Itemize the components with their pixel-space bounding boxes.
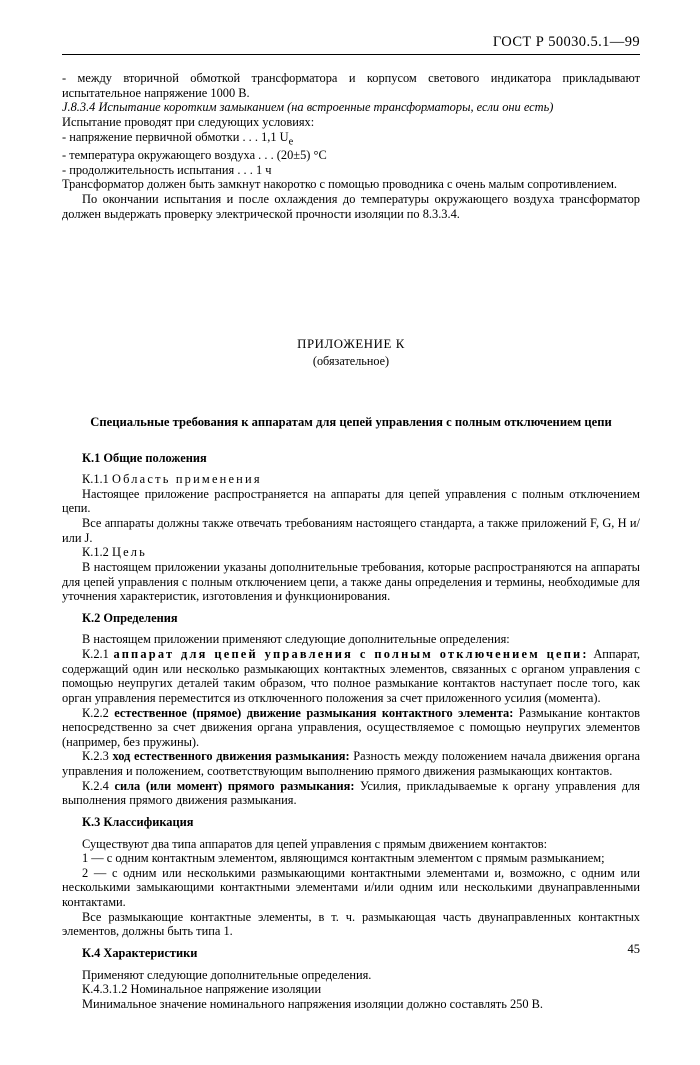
spacer-before-k2: [62, 604, 640, 611]
spacer-before-k3: [62, 808, 640, 815]
k24-term: сила (или момент) прямого размыкания:: [114, 778, 355, 793]
spacer-before-heading: [62, 369, 640, 415]
k24-text: Усилия, прикладываемые к органу управления для выполнения прямого движения размыкания.: [62, 778, 641, 808]
paragraph-ambient-temperature: - температура окружающего воздуха . . . (20±5) °С: [62, 148, 327, 163]
section-k4-heading: К.4 Характеристики: [82, 945, 198, 960]
paragraph-k3-types: Существуют два типа аппаратов для цепей управления с прямым движением контактов:: [82, 836, 548, 851]
paragraph-k4312-heading: К.4.3.1.2 Номинальное напряжение изоляции: [82, 982, 322, 997]
spacer-before-appendix-2: [62, 279, 640, 337]
section-k11-heading: [62, 472, 640, 487]
spacer-k4: [62, 961, 640, 968]
paragraph-k4312-value: Минимальное значение номинального напряжения изоляции должно составлять 250 В.: [82, 996, 543, 1011]
k11-title: Область применения: [111, 472, 262, 487]
section-k3-heading: К.3 Классификация: [82, 814, 194, 829]
paragraph-k11-scope: Настоящее приложение распространяется на аппараты для цепей управления с полным отключением цепи.: [62, 486, 640, 516]
appendix-heading: Специальные требования к аппаратам для цепей управления с полным отключением цепи: [90, 414, 612, 429]
k22-number: К.2.2: [82, 705, 115, 720]
spacer-after-heading-2: [62, 444, 640, 451]
k21-text: Аппарат, содержащий один или несколько размыкающих контактных элементов, связанных с органом управления с помощью неупругих деталей таким образом, что полное размыкание контактов наступает после того, как орган управления переместится из отключенного положения за счет приложенного усилия (момента).: [62, 647, 641, 705]
paragraph-after-test: По окончании испытания и после охлаждения до температуры окружающего воздуха трансформатор должен выдержать проверку электрической прочности изоляции по 8.3.3.4.: [62, 192, 640, 221]
definition-k23: [62, 749, 640, 778]
paragraph-k12-purpose: В настоящем приложении указаны дополнительные требования, которые распространяются на аппараты для цепей управления с полным отключением цепи, а также даны определения и термины, необходимые для уточнения характеристик, изготовления и функционирования.: [62, 559, 640, 604]
spacer-k2: [62, 625, 640, 632]
definition-k24: [62, 779, 640, 808]
paragraph-transformer-voltage: - между вторичной обмоткой трансформатора и корпусом светового индикатора прикладывают испытательное напряжение 1000 В.: [62, 71, 640, 100]
spacer-before-appendix: [62, 221, 640, 279]
paragraph-k3-all-elements: Все размыкающие контактные элементы, в т. ч. размыкающая часть двунаправленных контактных элементов, должны быть типа 1.: [62, 909, 640, 939]
k11-number: К.1.1: [82, 472, 112, 487]
spacer-k1: [62, 465, 640, 472]
k12-number: К.1.2: [82, 545, 112, 560]
appendix-title: ПРИЛОЖЕНИЕ К: [297, 337, 405, 352]
definition-k21: [62, 647, 640, 706]
definition-k22: [62, 706, 640, 750]
paragraph-test-duration: - продолжительность испытания . . . 1 ч: [62, 162, 272, 177]
k22-term: естественное (прямое) движение размыкания контактного элемента:: [114, 705, 514, 720]
k22-text: Размыкание контактов непосредственно за счет движения органа управления, осуществляемое с помощью неупругих элементов (например, без пружины).: [62, 705, 641, 749]
primary-voltage-subscript: e: [288, 135, 294, 147]
spacer-after-heading: [62, 430, 640, 444]
k24-number: К.2.4: [82, 778, 115, 793]
k23-text: Разность между положением начала движения органа управления и положением, соответствующим выполнению прямого движения размыкающих контактов.: [62, 749, 641, 779]
standard-number: ГОСТ Р 50030.5.1—99: [492, 34, 640, 50]
k21-term: аппарат для цепей управления с полным отключением цепи:: [113, 647, 589, 662]
paragraph-short-circuit: Трансформатор должен быть замкнут накоротко с помощью проводника с очень малым сопротивлением.: [62, 177, 618, 192]
page-number: 45: [627, 942, 640, 956]
paragraph-k2-intro: В настоящем приложении применяют следующие дополнительные определения:: [82, 632, 510, 647]
k23-term: ход естественного движения размыкания:: [112, 749, 350, 764]
paragraph-k3-type2: 2 — с одним или несколькими размыкающими контактными элементами и, возможно, с одним или несколькими замыкающими контактными элементами и/или одним или несколькими двунаправленными контактами.: [62, 865, 640, 910]
section-k1-heading: К.1 Общие положения: [82, 450, 207, 465]
page-header: [62, 34, 640, 55]
paragraph-clause-j8334: J.8.3.4 Испытание коротким замыканием (на встроенные трансформаторы, если они есть): [62, 100, 554, 115]
paragraph-k4-definitions: Применяют следующие дополнительные определения.: [82, 967, 372, 982]
k12-title: Цель: [111, 545, 148, 560]
k21-number: К.2.1: [82, 647, 114, 662]
paragraph-primary-voltage: [62, 130, 640, 149]
primary-voltage-text: - напряжение первичной обмотки . . . 1,1 U: [62, 129, 289, 144]
spacer-k3: [62, 830, 640, 837]
k23-number: К.2.3: [82, 749, 113, 764]
spacer-before-k4: [62, 939, 640, 946]
section-k12-heading: [62, 545, 640, 560]
paragraph-k3-type1: 1 — с одним контактным элементом, являющимся контактным элементом с прямым размыканием;: [82, 851, 605, 866]
appendix-subtitle: (обязательное): [312, 354, 390, 369]
paragraph-k11-requirements: Все аппараты должны также отвечать требованиям настоящего стандарта, а также приложений F, G, H и/или J.: [62, 516, 640, 545]
section-k2-heading: К.2 Определения: [82, 610, 178, 625]
paragraph-test-conditions: Испытание проводят при следующих условиях:: [62, 114, 315, 129]
